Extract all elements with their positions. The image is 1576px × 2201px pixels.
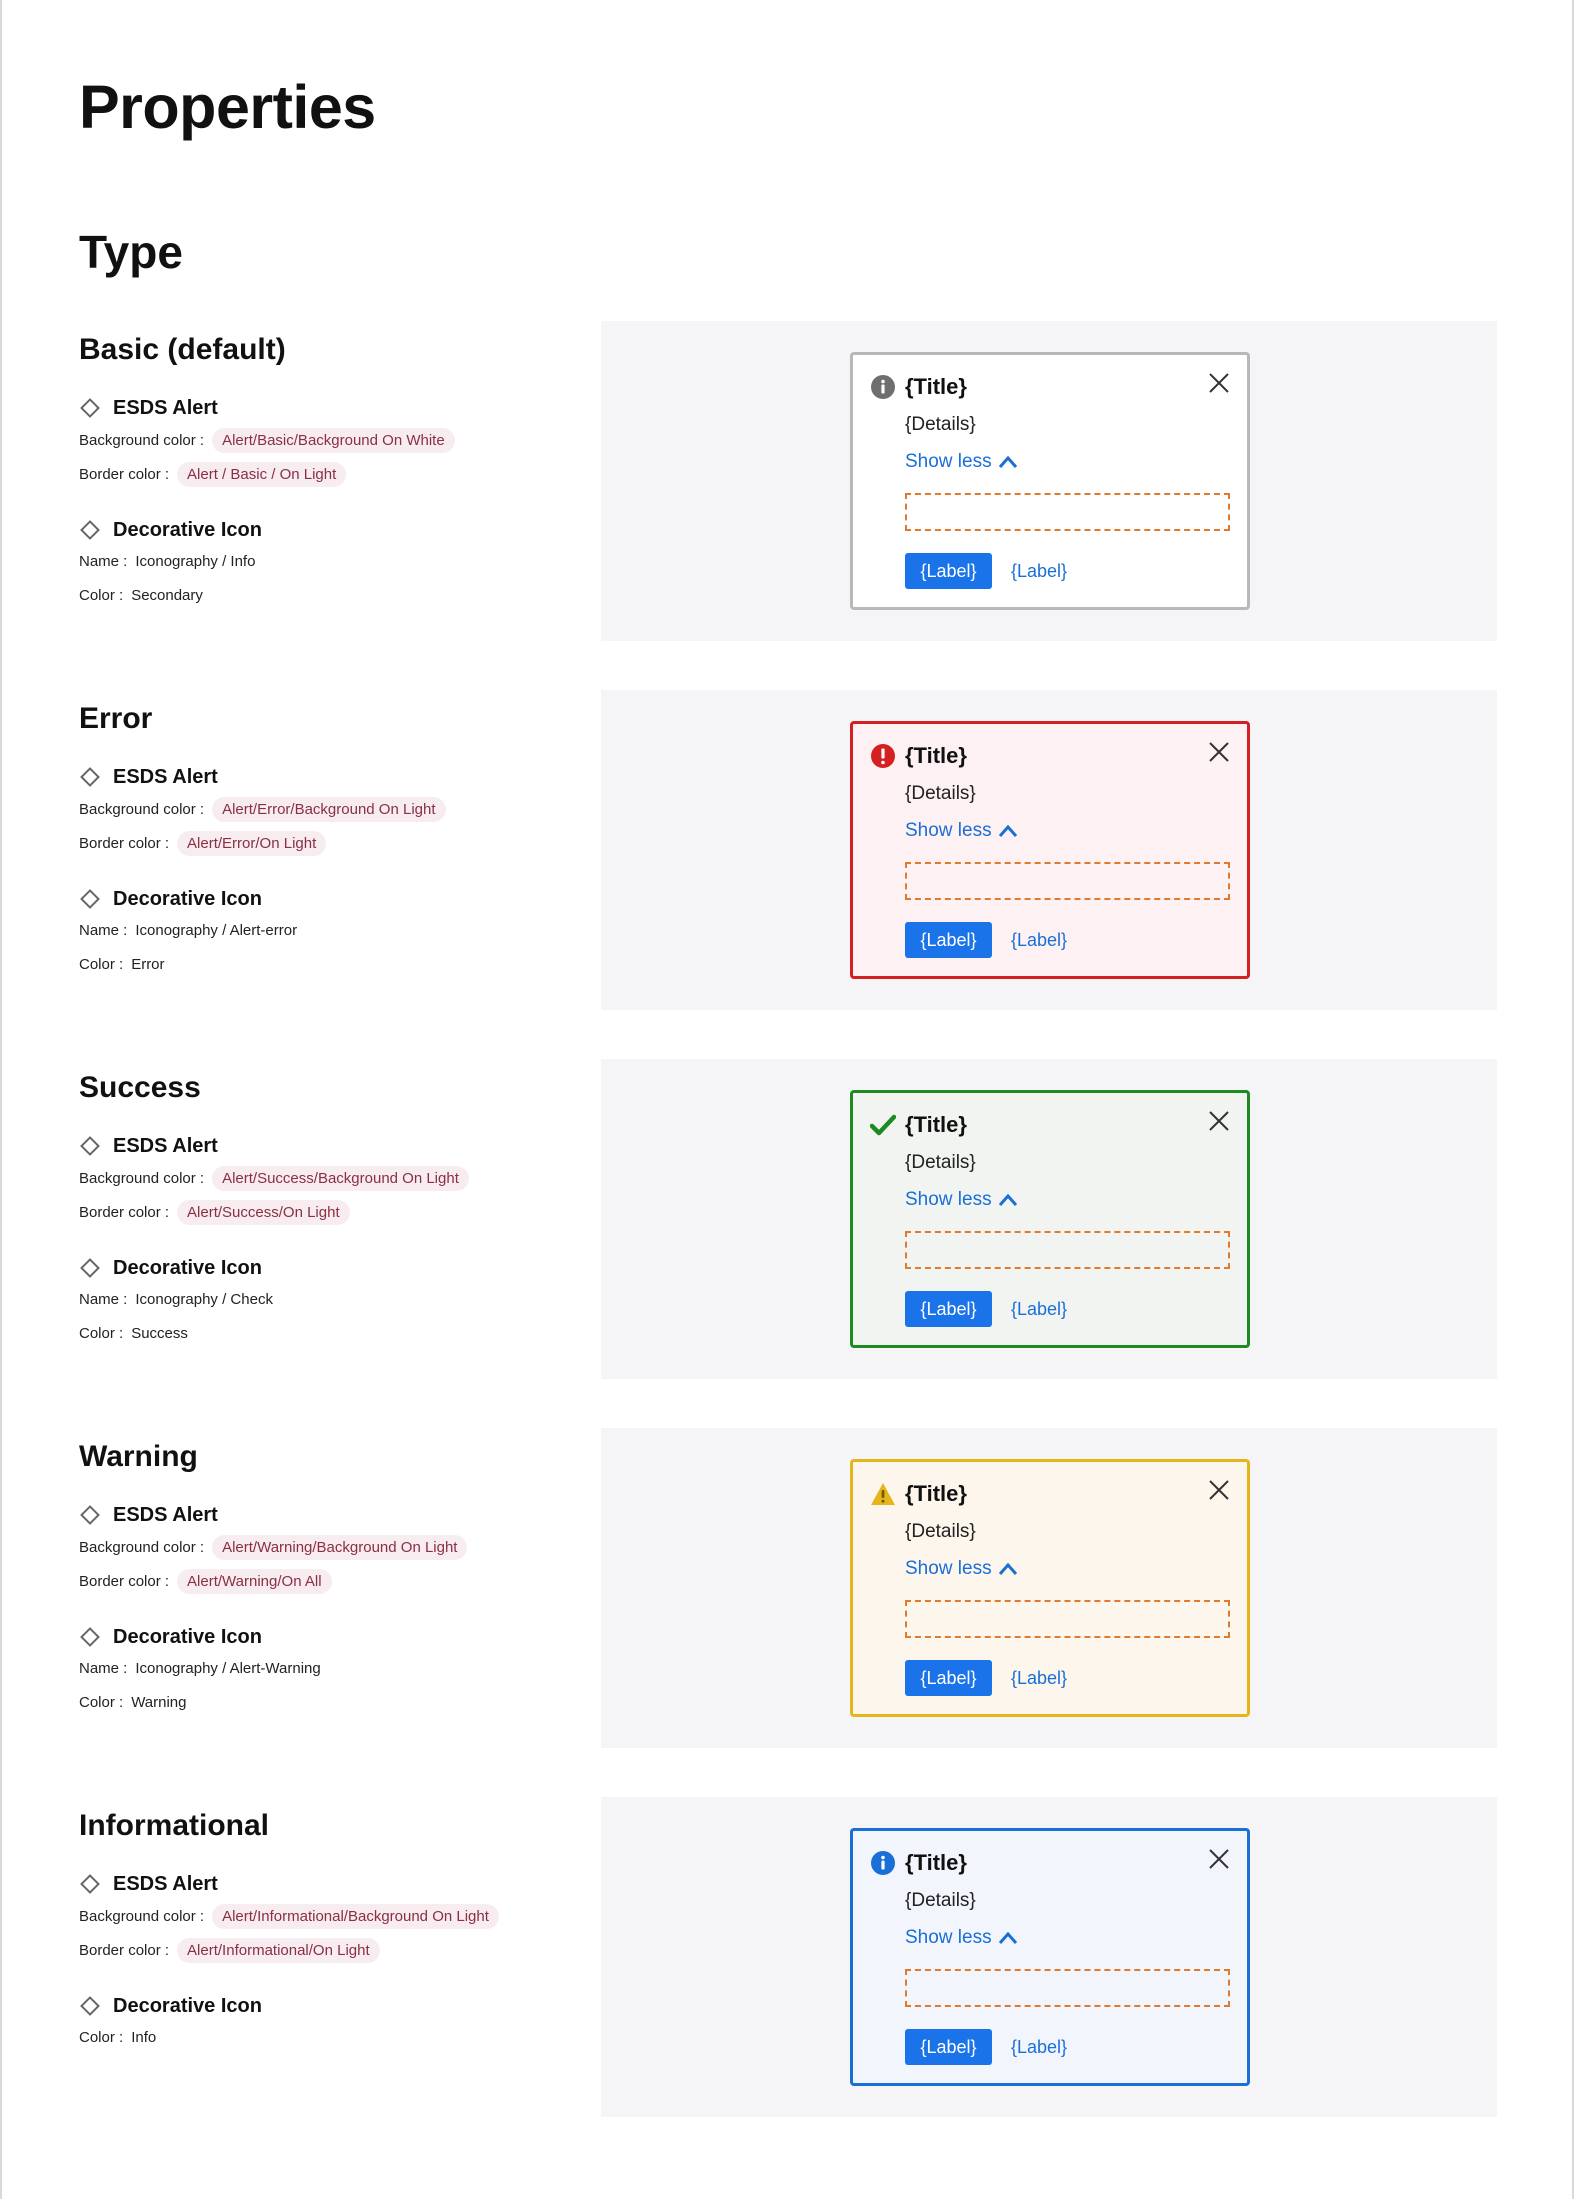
border-token: Alert/Informational/On Light <box>177 1938 380 1963</box>
alert-preview-panel <box>601 1428 1497 1748</box>
secondary-button[interactable]: {Label} <box>1011 1298 1068 1319</box>
component-diamond-icon <box>80 1874 100 1894</box>
icon-component-label <box>79 515 262 545</box>
chevron-up-icon <box>998 1931 1018 1945</box>
component-diamond-icon <box>80 398 100 418</box>
icon-component-name: Decorative Icon <box>113 1625 262 1648</box>
show-less-label: Show less <box>905 820 992 841</box>
component-diamond-icon <box>80 1136 100 1156</box>
prop-key: Background color : <box>79 431 205 449</box>
alert <box>850 1090 1250 1348</box>
alert-details: {Details} <box>905 414 976 435</box>
icon-component-name: Decorative Icon <box>113 1994 262 2017</box>
chevron-up-icon <box>998 824 1018 838</box>
primary-button[interactable]: {Label} <box>905 1660 992 1696</box>
primary-button[interactable]: {Label} <box>905 1291 992 1327</box>
prop-key: Color : <box>79 586 124 604</box>
info-icon <box>870 1850 896 1876</box>
icon-color-value: Success <box>131 1324 188 1342</box>
prop-key: Color : <box>79 2028 124 2046</box>
alert-title: {Title} <box>905 1112 967 1137</box>
prop-key: Background color : <box>79 1169 205 1187</box>
component-diamond-icon <box>80 889 100 909</box>
alert-error-icon <box>870 743 896 769</box>
component-name: ESDS Alert <box>113 1134 218 1157</box>
type-heading: Error <box>79 702 153 735</box>
border-token: Alert / Basic / On Light <box>177 462 346 487</box>
close-icon[interactable] <box>1206 370 1232 396</box>
content-slot <box>905 862 1230 900</box>
page-title: Properties <box>79 73 376 141</box>
prop-key: Background color : <box>79 1907 205 1925</box>
content-slot <box>905 1600 1230 1638</box>
background-token: Alert/Informational/Background On Light <box>212 1904 499 1929</box>
icon-color-value: Secondary <box>131 586 203 604</box>
border-color-prop <box>79 1567 332 1595</box>
component-label <box>79 393 218 423</box>
primary-button[interactable]: {Label} <box>905 2029 992 2065</box>
type-heading: Informational <box>79 1809 270 1842</box>
alert <box>850 721 1250 979</box>
show-less-label: Show less <box>905 1558 992 1579</box>
prop-key: Color : <box>79 955 124 973</box>
type-row-error <box>0 702 1576 1022</box>
alert-preview-panel <box>601 321 1497 641</box>
alert <box>850 352 1250 610</box>
prop-key: Border color : <box>79 465 170 483</box>
secondary-button[interactable]: {Label} <box>1011 560 1068 581</box>
prop-key: Border color : <box>79 834 170 852</box>
background-token: Alert/Basic/Background On White <box>212 428 455 453</box>
border-color-prop <box>79 1936 380 1964</box>
component-label <box>79 1500 218 1530</box>
icon-name-prop <box>79 547 255 575</box>
type-row-informational <box>0 1809 1576 2129</box>
show-less-label: Show less <box>905 1927 992 1948</box>
component-diamond-icon <box>80 1258 100 1278</box>
type-row-basic <box>0 333 1576 653</box>
icon-component-name: Decorative Icon <box>113 1256 262 1279</box>
icon-name-value: Iconography / Alert-Warning <box>135 1659 321 1677</box>
content-slot <box>905 1969 1230 2007</box>
show-less-link[interactable] <box>905 820 1018 842</box>
icon-component-label <box>79 1622 262 1652</box>
component-diamond-icon <box>80 1505 100 1525</box>
component-diamond-icon <box>80 1996 100 2016</box>
alert-title: {Title} <box>905 1850 967 1875</box>
icon-color-prop <box>79 2023 156 2051</box>
type-row-warning <box>0 1440 1576 1760</box>
alert <box>850 1459 1250 1717</box>
prop-key: Color : <box>79 1324 124 1342</box>
background-color-prop <box>79 1164 469 1192</box>
close-icon[interactable] <box>1206 1477 1232 1503</box>
background-color-prop <box>79 795 446 823</box>
icon-color-prop <box>79 1688 187 1716</box>
alert-preview-panel <box>601 690 1497 1010</box>
show-less-link[interactable] <box>905 1927 1018 1949</box>
info-icon <box>870 374 896 400</box>
prop-key: Background color : <box>79 800 205 818</box>
border-token: Alert/Warning/On All <box>177 1569 332 1594</box>
close-icon[interactable] <box>1206 1108 1232 1134</box>
icon-name-value: Iconography / Alert-error <box>135 921 298 939</box>
show-less-label: Show less <box>905 451 992 472</box>
secondary-button[interactable]: {Label} <box>1011 2036 1068 2057</box>
icon-component-label <box>79 1991 262 2021</box>
alert-preview-panel <box>601 1059 1497 1379</box>
alert-title: {Title} <box>905 374 967 399</box>
icon-color-prop <box>79 950 165 978</box>
content-slot <box>905 493 1230 531</box>
icon-name-prop <box>79 1654 321 1682</box>
border-token: Alert/Error/On Light <box>177 831 326 856</box>
component-label <box>79 762 218 792</box>
icon-color-prop <box>79 581 203 609</box>
prop-key: Border color : <box>79 1941 170 1959</box>
alert-title: {Title} <box>905 743 967 768</box>
background-token: Alert/Error/Background On Light <box>212 797 445 822</box>
close-icon[interactable] <box>1206 739 1232 765</box>
component-name: ESDS Alert <box>113 1872 218 1895</box>
icon-component-label <box>79 1253 262 1283</box>
icon-name-value: Iconography / Check <box>135 1290 273 1308</box>
border-color-prop <box>79 1198 350 1226</box>
icon-component-name: Decorative Icon <box>113 518 262 541</box>
component-diamond-icon <box>80 767 100 787</box>
border-color-prop <box>79 460 346 488</box>
icon-component-name: Decorative Icon <box>113 887 262 910</box>
prop-key: Border color : <box>79 1203 170 1221</box>
alert-details: {Details} <box>905 1890 976 1911</box>
icon-color-prop <box>79 1319 188 1347</box>
background-color-prop <box>79 426 455 454</box>
icon-name-value: Iconography / Info <box>135 552 256 570</box>
primary-button[interactable]: {Label} <box>905 553 992 589</box>
icon-color-value: Warning <box>131 1693 187 1711</box>
component-label <box>79 1131 218 1161</box>
secondary-button[interactable]: {Label} <box>1011 1667 1068 1688</box>
show-less-link[interactable] <box>905 1189 1018 1211</box>
prop-key: Name : <box>79 921 128 939</box>
primary-button[interactable]: {Label} <box>905 922 992 958</box>
type-heading: Basic (default) <box>79 333 286 366</box>
chevron-up-icon <box>998 455 1018 469</box>
show-less-label: Show less <box>905 1189 992 1210</box>
background-token: Alert/Warning/Background On Light <box>212 1535 467 1560</box>
background-color-prop <box>79 1533 467 1561</box>
component-name: ESDS Alert <box>113 1503 218 1526</box>
alert-details: {Details} <box>905 783 976 804</box>
alert-details: {Details} <box>905 1521 976 1542</box>
alert-preview-panel <box>601 1797 1497 2117</box>
icon-name-prop <box>79 1285 273 1313</box>
alert <box>850 1828 1250 2086</box>
check-icon <box>870 1112 896 1138</box>
icon-component-label <box>79 884 262 914</box>
type-heading: Success <box>79 1071 201 1104</box>
content-slot <box>905 1231 1230 1269</box>
component-label <box>79 1869 218 1899</box>
prop-key: Background color : <box>79 1538 205 1556</box>
component-diamond-icon <box>80 1627 100 1647</box>
close-icon[interactable] <box>1206 1846 1232 1872</box>
alert-details: {Details} <box>905 1152 976 1173</box>
chevron-up-icon <box>998 1562 1018 1576</box>
border-token: Alert/Success/On Light <box>177 1200 350 1225</box>
border-color-prop <box>79 829 326 857</box>
type-heading: Warning <box>79 1440 198 1473</box>
section-title: Type <box>79 226 183 278</box>
secondary-button[interactable]: {Label} <box>1011 929 1068 950</box>
icon-color-value: Info <box>131 2028 157 2046</box>
icon-name-prop <box>79 916 297 944</box>
alert-warning-icon <box>870 1481 896 1507</box>
prop-key: Name : <box>79 1290 128 1308</box>
show-less-link[interactable] <box>905 1558 1018 1580</box>
prop-key: Color : <box>79 1693 124 1711</box>
component-name: ESDS Alert <box>113 396 218 419</box>
type-row-success <box>0 1071 1576 1391</box>
prop-key: Border color : <box>79 1572 170 1590</box>
background-token: Alert/Success/Background On Light <box>212 1166 469 1191</box>
component-name: ESDS Alert <box>113 765 218 788</box>
icon-color-value: Error <box>131 955 165 973</box>
component-diamond-icon <box>80 520 100 540</box>
alert-title: {Title} <box>905 1481 967 1506</box>
prop-key: Name : <box>79 1659 128 1677</box>
chevron-up-icon <box>998 1193 1018 1207</box>
show-less-link[interactable] <box>905 451 1018 473</box>
prop-key: Name : <box>79 552 128 570</box>
background-color-prop <box>79 1902 499 1930</box>
